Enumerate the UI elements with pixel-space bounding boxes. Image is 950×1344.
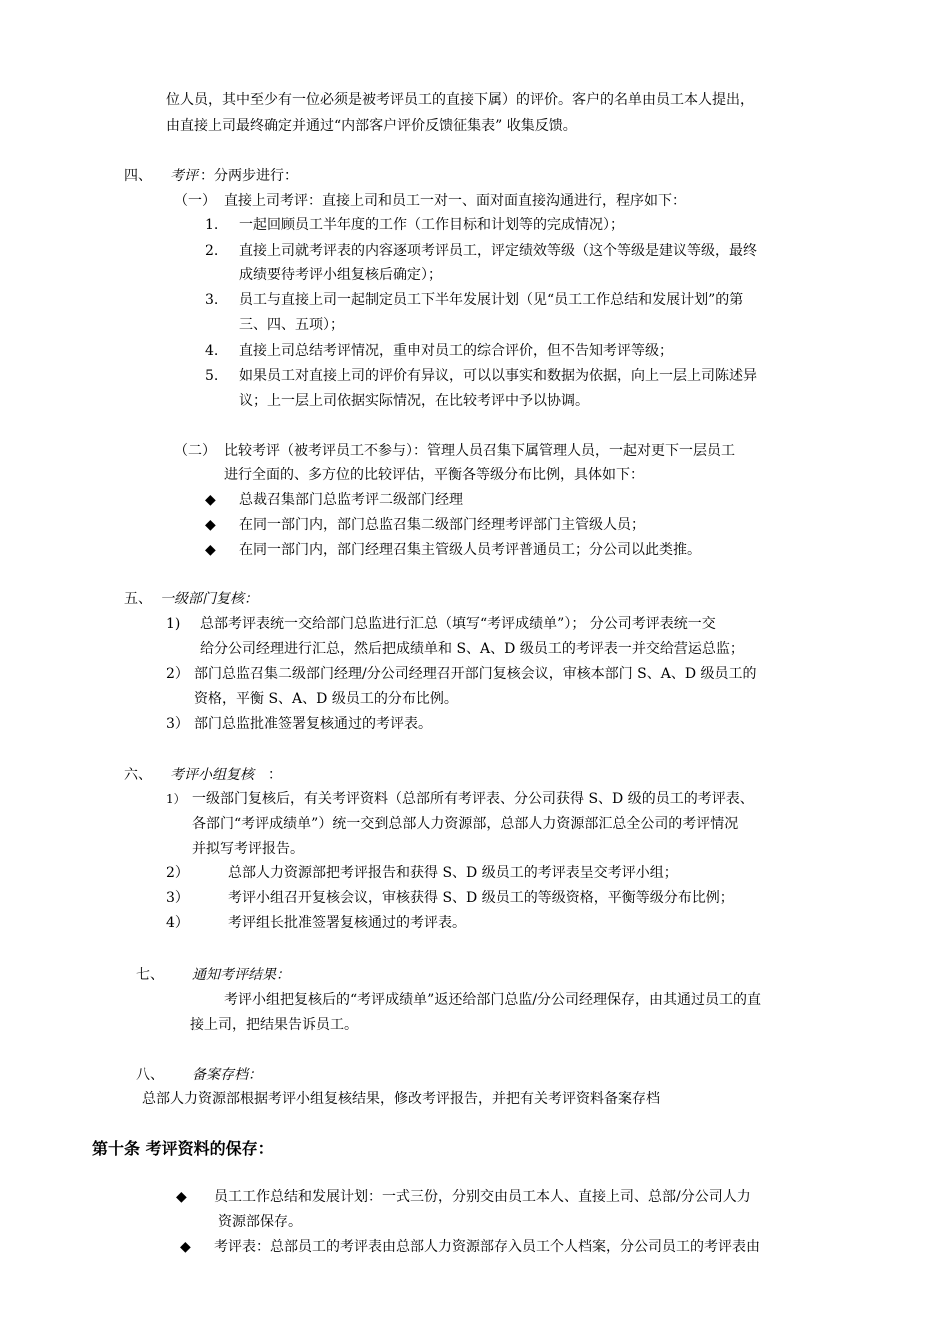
section-8-number: 八、 xyxy=(136,1067,164,1083)
step-2-text-2: 成绩要待考评小组复核后确定）； xyxy=(239,267,442,283)
s5-item-1-number: 1) xyxy=(166,616,181,632)
section-7-line-1: 考评小组把复核后的“考评成绩单”返还给部门总监/分公司经理保存，由其通过员工的直 xyxy=(224,992,762,1008)
section-5-number: 五、 xyxy=(124,591,152,607)
section-7-title: 通知考评结果： xyxy=(192,967,290,983)
section-8-text: 总部人力资源部根据考评小组复核结果，修改考评报告，并把有关考评资料备案存档 xyxy=(142,1091,660,1107)
s6-item-3-text: 考评小组召开复核会议，审核获得 S、D 级员工的等级资格，平衡等级分布比例； xyxy=(228,890,734,906)
step-5-text-2: 议；上一层上司依据实际情况，在比较考评中予以协调。 xyxy=(239,393,589,409)
s5-item-2-text-2: 资格，平衡 S、A、D 级员工的分布比例。 xyxy=(194,691,458,707)
intro-line-2: 由直接上司最终确定并通过“内部客户评价反馈征集表” 收集反馈。 xyxy=(166,118,577,134)
s6-item-4-text: 考评组长批准签署复核通过的考评表。 xyxy=(228,915,466,931)
s6-item-2-number: 2） xyxy=(166,865,189,881)
section-7-line-2: 接上司，把结果告诉员工。 xyxy=(190,1017,358,1033)
diamond-bullet-icon: ◆ xyxy=(205,517,216,533)
s5-item-3-text: 部门总监批准签署复核通过的考评表。 xyxy=(194,716,432,732)
bullet-item: 总裁召集部门总监考评二级部门经理 xyxy=(239,492,463,508)
step-1-text: 一起回顾员工半年度的工作（工作目标和计划等的完成情况）； xyxy=(239,217,624,233)
s5-item-2-text-1: 部门总监召集二级部门经理/分公司经理召开部门复核会议，审核本部门 S、A、D 级员工的 xyxy=(194,666,757,682)
step-4-number: 4. xyxy=(205,343,219,359)
sub-2-number: （二） xyxy=(174,443,216,459)
section-4-title: 考评 xyxy=(170,168,198,184)
section-6-title: 考评小组复核 xyxy=(170,767,254,783)
step-2-number: 2. xyxy=(205,243,219,259)
diamond-bullet-icon: ◆ xyxy=(180,1239,191,1255)
sub-2-line-1: 比较考评（被考评员工不参与）：管理人员召集下属管理人员，一起对更下一层员工 xyxy=(224,443,735,459)
sub-1-text: 直接上司考评：直接上司和员工一对一、面对面直接沟通进行，程序如下： xyxy=(224,193,686,209)
s5-item-1-text-2: 给分公司经理进行汇总，然后把成绩单和 S、A、D 级员工的考评表一并交给营运总监； xyxy=(200,641,744,657)
article-10-bullet-1-line-2: 资源部保存。 xyxy=(218,1214,302,1230)
step-2-text-1: 直接上司就考评表的内容逐项考评员工，评定绩效等级（这个等级是建议等级，最终 xyxy=(239,243,757,259)
diamond-bullet-icon: ◆ xyxy=(205,542,216,558)
s6-item-1-text-3: 并拟写考评报告。 xyxy=(192,841,304,857)
diamond-bullet-icon: ◆ xyxy=(205,492,216,508)
article-10-heading: 第十条 考评资料的保存： xyxy=(92,1139,274,1158)
section-6-number: 六、 xyxy=(124,767,152,783)
article-10-bullet-2-line-1: 考评表：总部员工的考评表由总部人力资源部存入员工个人档案，分公司员工的考评表由 xyxy=(214,1239,760,1255)
bullet-item: 在同一部门内，部门总监召集二级部门经理考评部门主管级人员； xyxy=(239,517,645,533)
step-5-number: 5. xyxy=(205,368,219,384)
section-4-number: 四、 xyxy=(124,168,152,184)
section-8-title: 备案存档： xyxy=(192,1067,262,1083)
step-3-text-1: 员工与直接上司一起制定员工下半年发展计划（见“员工工作总结和发展计划”的第 xyxy=(239,292,744,308)
sub-1-number: （一） xyxy=(174,193,216,209)
bullet-item: 在同一部门内，部门经理召集主管级人员考评普通员工；分公司以此类推。 xyxy=(239,542,701,558)
s6-item-1-text-1: 一级部门复核后，有关考评资料（总部所有考评表、分公司获得 S、D 级的员工的考评表、 xyxy=(192,791,754,807)
s6-item-1-text-2: 各部门“考评成绩单”）统一交到总部人力资源部，总部人力资源部汇总全公司的考评情况 xyxy=(192,816,739,832)
s5-item-3-number: 3） xyxy=(166,716,189,732)
s6-item-1-number: 1） xyxy=(166,792,186,806)
sub-2-line-2: 进行全面的、多方位的比较评估，平衡各等级分布比例，具体如下： xyxy=(224,467,644,483)
article-10-bullet-1-line-1: 员工工作总结和发展计划：一式三份，分别交由员工本人、直接上司、总部/分公司人力 xyxy=(214,1189,751,1205)
s6-item-2-text: 总部人力资源部把考评报告和获得 S、D 级员工的考评表呈交考评小组； xyxy=(228,865,678,881)
s5-item-1-text-1: 总部考评表统一交给部门总监进行汇总（填写“考评成绩单”）； 分公司考评表统一交 xyxy=(200,616,716,632)
s6-item-4-number: 4） xyxy=(166,915,189,931)
step-3-number: 3. xyxy=(205,292,219,308)
step-1-number: 1. xyxy=(205,217,219,233)
step-3-text-2: 三、四、五项）； xyxy=(239,317,344,333)
s6-item-3-number: 3） xyxy=(166,890,189,906)
section-6-colon: ： xyxy=(268,767,282,783)
section-5-title: 一级部门复核： xyxy=(160,591,258,607)
intro-line-1: 位人员，其中至少有一位必须是被考评员工的直接下属）的评价。客户的名单由员工本人提出， xyxy=(166,92,754,108)
step-4-text: 直接上司总结考评情况，重申对员工的综合评价，但不告知考评等级； xyxy=(239,343,673,359)
section-4-title-rest: ：分两步进行： xyxy=(200,168,298,184)
step-5-text-1: 如果员工对直接上司的评价有异议，可以以事实和数据为依据，向上一层上司陈述异 xyxy=(239,368,757,384)
s5-item-2-number: 2） xyxy=(166,666,189,682)
section-7-number: 七、 xyxy=(136,967,164,983)
diamond-bullet-icon: ◆ xyxy=(176,1189,187,1205)
